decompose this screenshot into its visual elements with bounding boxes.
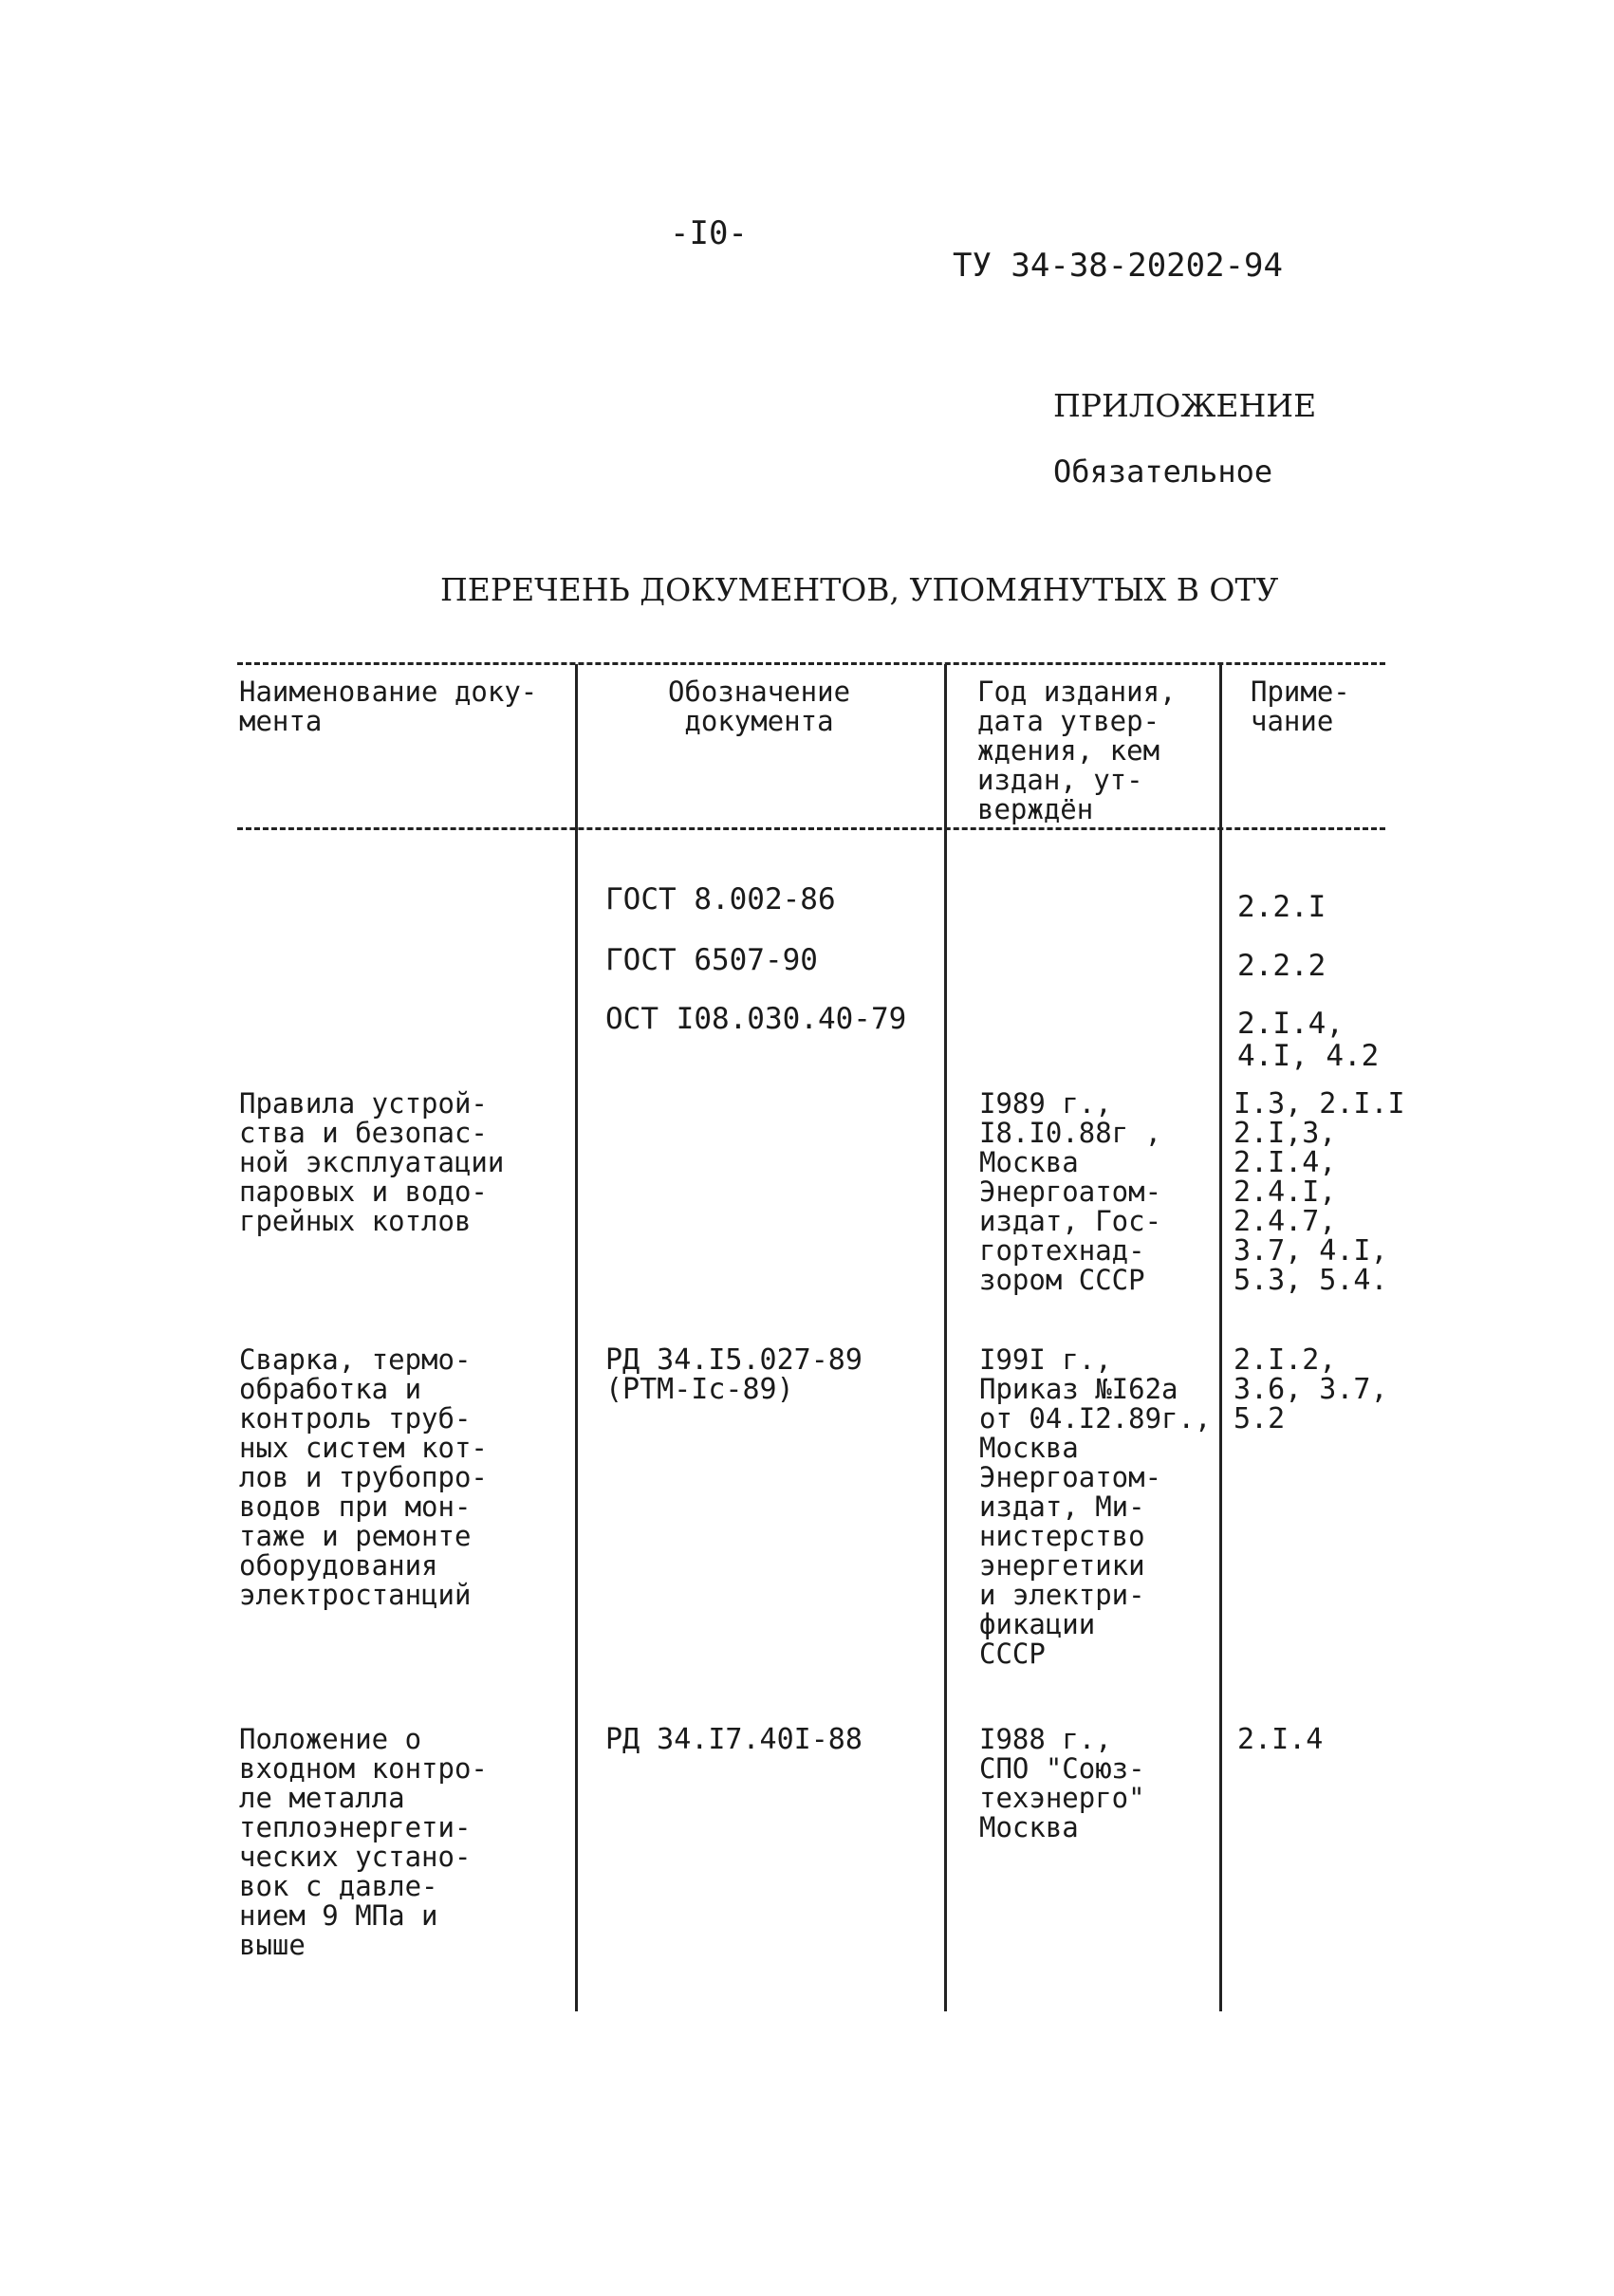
header-code: Обозначение документа (667, 676, 851, 737)
table-row-year: I99I г., Приказ №I62а от 04.I2.89г., Москва Энергоатом- издат, Ми- нистерство энергетики и электри- фикации СССР (979, 1343, 1212, 1670)
table-row-name: Правила устрой- ства и безопас- ной эксплуатации паровых и водо- грейных котлов (239, 1087, 505, 1237)
table-row-note: 2.I.2, 3.6, 3.7, 5.2 (1234, 1343, 1388, 1435)
table-row-note: 2.2.I (1237, 890, 1326, 924)
table-row-code: РД 34.I7.40I-88 (605, 1723, 863, 1756)
table-row-code: ОСТ I08.030.40-79 (605, 1002, 907, 1036)
column-divider-1 (575, 827, 578, 2011)
column-divider-2 (944, 664, 947, 2011)
header-divider-1 (575, 664, 578, 827)
document-code: ТУ 34-38-20202-94 (953, 247, 1283, 285)
table-row-code: ГОСТ 6507-90 (605, 943, 818, 977)
header-note: Приме- чание (1251, 676, 1350, 737)
table-row-code: РД 34.I5.027-89 (РТМ-Iс-89) (605, 1343, 863, 1406)
table-row-note: 2.2.2 (1237, 949, 1326, 983)
table-top-rule (237, 662, 1385, 665)
table-row-note: 2.I.4 (1237, 1723, 1324, 1756)
header-year: Год издания, дата утвер- ждения, кем издан, ут- верждён (977, 676, 1177, 825)
table-row-code: ГОСТ 8.002-86 (605, 882, 836, 917)
table-row-note: 2.I.4, 4.I, 4.2 (1237, 1007, 1380, 1073)
table-row-year: I989 г., I8.I0.88г , Москва Энергоатом- издат, Гос- гортехнад- зором СССР (979, 1087, 1162, 1296)
header-name: Наименование доку- мента (239, 676, 538, 737)
table-row-name: Положение о входном контро- ле металла теплоэнергети- ческих устано- вок с давле- нием 9 МПа и выше (239, 1723, 488, 1961)
column-divider-3 (1219, 664, 1222, 2011)
page-number: -I0- (670, 214, 748, 252)
list-title: ПЕРЕЧЕНЬ ДОКУМЕНТОВ, УПОМЯНУТЫХ В ОТУ (440, 571, 1279, 608)
table-header-rule (237, 827, 1385, 830)
appendix-subtitle: Обязательное (1053, 454, 1273, 490)
table-row-year: I988 г., СПО "Союз- техэнерго" Москва (979, 1723, 1145, 1843)
appendix-title: ПРИЛОЖЕНИЕ (1053, 387, 1317, 424)
table-row-note: I.3, 2.I.I 2.I,3, 2.I.4, 2.4.I, 2.4.7, 3.7, 4.I, 5.3, 5.4. (1234, 1087, 1405, 1297)
table-row-name: Сварка, термо- обработка и контроль труб- ных систем кот- лов и трубопро- водов при мон- таже и ремонте оборудования электростанций (239, 1343, 488, 1611)
